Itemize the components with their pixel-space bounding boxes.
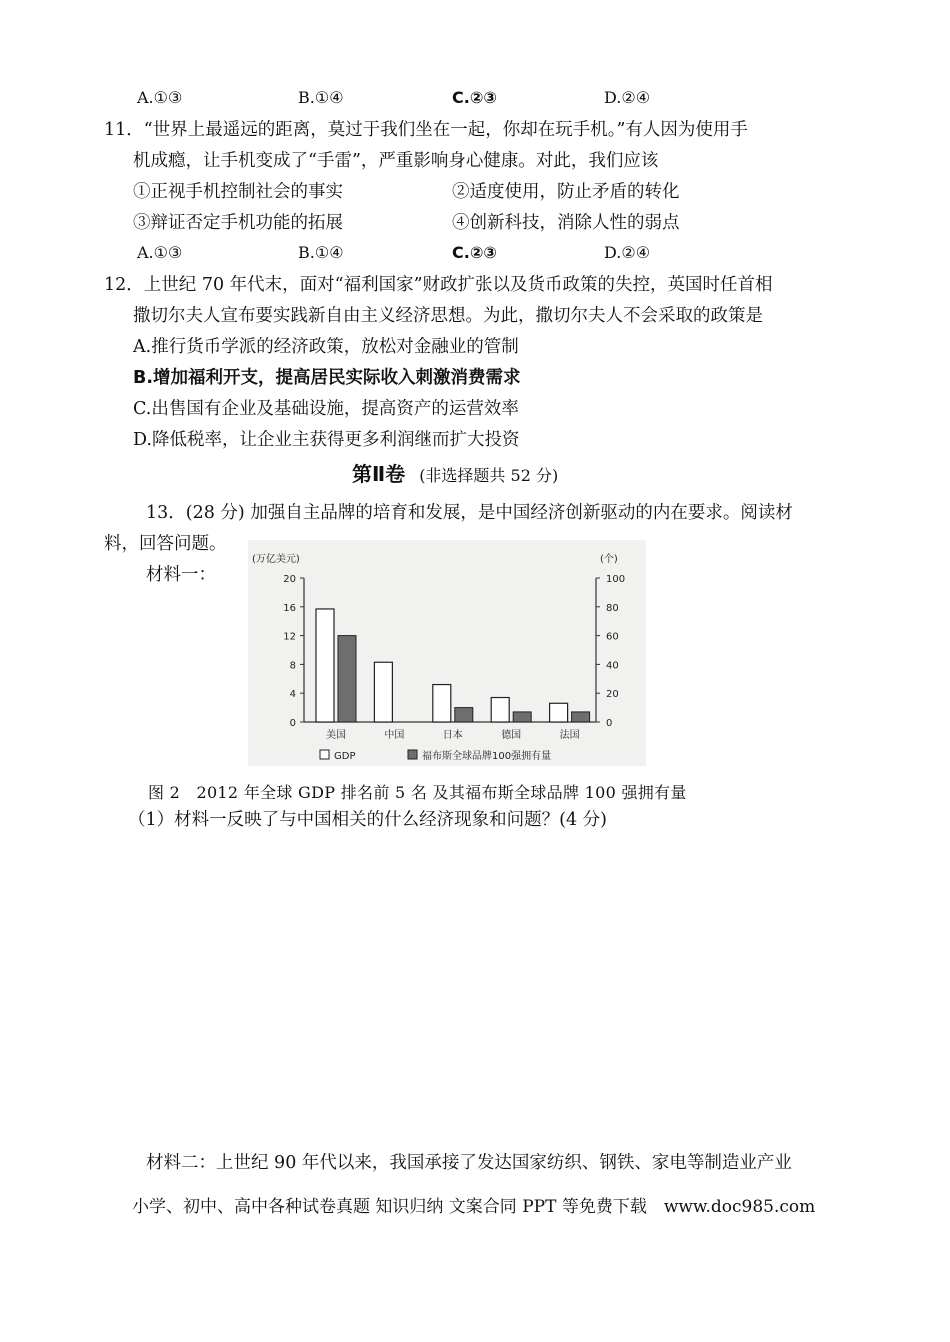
q12-option-c: C.出售国有企业及基础设施，提高资产的运营效率 [133,399,519,419]
q11-line1: 11．“世界上最遥远的距离，莫过于我们坐在一起，你却在玩手机。”有人因为使用手 [104,120,748,140]
section-subtitle: (非选择题共 52 分) [419,466,559,485]
left-tick-label: 16 [283,602,296,614]
q13-line1: 13．(28 分) 加强自主品牌的培育和发展，是中国经济创新驱动的内在要求。阅读材 [146,503,793,523]
category-label: 中国 [384,730,405,741]
q13-subquestion-1: （1）材料一反映了与中国相关的什么经济现象和问题？(4 分) [128,810,607,830]
q10-option-c: C.②③ [452,88,497,107]
q11-option-b: B.①④ [298,243,344,262]
q11-statement-1: ①正视手机控制社会的事实 [133,182,343,202]
left-tick-label: 20 [283,574,296,585]
q11-line2: 机成瘾，让手机变成了“手雷”，严重影响身心健康。对此，我们应该 [133,151,659,171]
gdp-bar [316,609,334,722]
left-tick-label: 4 [289,689,296,701]
q11-option-d: D.②④ [604,243,651,262]
left-tick-label: 0 [289,718,296,729]
q12-option-a: A.推行货币学派的经济政策，放松对金融业的管制 [133,337,519,357]
q11-statement-2: ②适度使用，防止矛盾的转化 [452,182,680,202]
category-label: 德国 [501,730,522,741]
brand-bar [338,636,356,722]
right-unit-label: (个) [600,554,618,565]
gdp-bar [433,685,451,722]
brand-bar [572,712,590,722]
brand-bar [513,712,531,722]
right-tick-label: 100 [606,574,626,585]
category-label: 法国 [559,730,580,741]
left-unit-label: (万亿美元) [252,554,300,565]
gdp-brand-chart [248,540,646,766]
chart-svg [248,540,646,766]
q12-line2: 撒切尔夫人宣布要实践新自由主义经济思想。为此，撒切尔夫人不会采取的政策是 [133,306,763,326]
q11-option-c: C.②③ [452,243,497,262]
legend-brand-swatch [408,750,417,759]
right-tick-label: 60 [606,631,619,643]
left-tick-label: 8 [289,660,296,672]
legend-brand-label: 福布斯全球品牌100强拥有量 [422,751,552,762]
category-label: 日本 [442,730,463,741]
figure-caption: 图 2 2012 年全球 GDP 排名前 5 名 及其福布斯全球品牌 100 强拥有量 [148,783,687,802]
right-tick-label: 80 [606,602,619,614]
q11-option-a: A.①③ [137,243,183,262]
q10-option-d: D.②④ [604,88,651,107]
gdp-bar [550,703,568,722]
q10-option-a: A.①③ [137,88,183,107]
gdp-bar [374,662,392,722]
q12-option-d: D.降低税率，让企业主获得更多利润继而扩大投资 [133,430,520,450]
left-tick-label: 12 [283,631,296,643]
legend-gdp-swatch [320,750,329,759]
q11-statement-4: ④创新科技，消除人性的弱点 [452,213,680,233]
right-tick-label: 20 [606,689,619,701]
q12-option-b: B.增加福利开支，提高居民实际收入刺激消费需求 [133,368,521,388]
section-header [352,458,558,487]
category-label: 美国 [326,730,346,741]
material2-text: 材料二：上世纪 90 年代以来，我国承接了发达国家纺织、钢铁、家电等制造业产业 [146,1153,792,1173]
right-tick-label: 40 [606,660,619,672]
q11-statement-3: ③辩证否定手机功能的拓展 [133,213,343,233]
legend-gdp-label: GDP [334,751,356,762]
section-title: 第Ⅱ卷 [352,462,406,486]
q13-line2: 料，回答问题。 [104,534,227,554]
gdp-bar [491,698,509,722]
material1-label: 材料一： [146,565,216,585]
q10-option-b: B.①④ [298,88,344,107]
footer-text: 小学、初中、高中各种试卷真题 知识归纳 文案合同 PPT 等免费下载 www.doc985.com [132,1197,816,1217]
q12-line1: 12．上世纪 70 年代末，面对“福利国家”财政扩张以及货币政策的失控，英国时任首相 [104,275,773,295]
brand-bar [455,708,473,722]
right-tick-label: 0 [606,718,613,729]
